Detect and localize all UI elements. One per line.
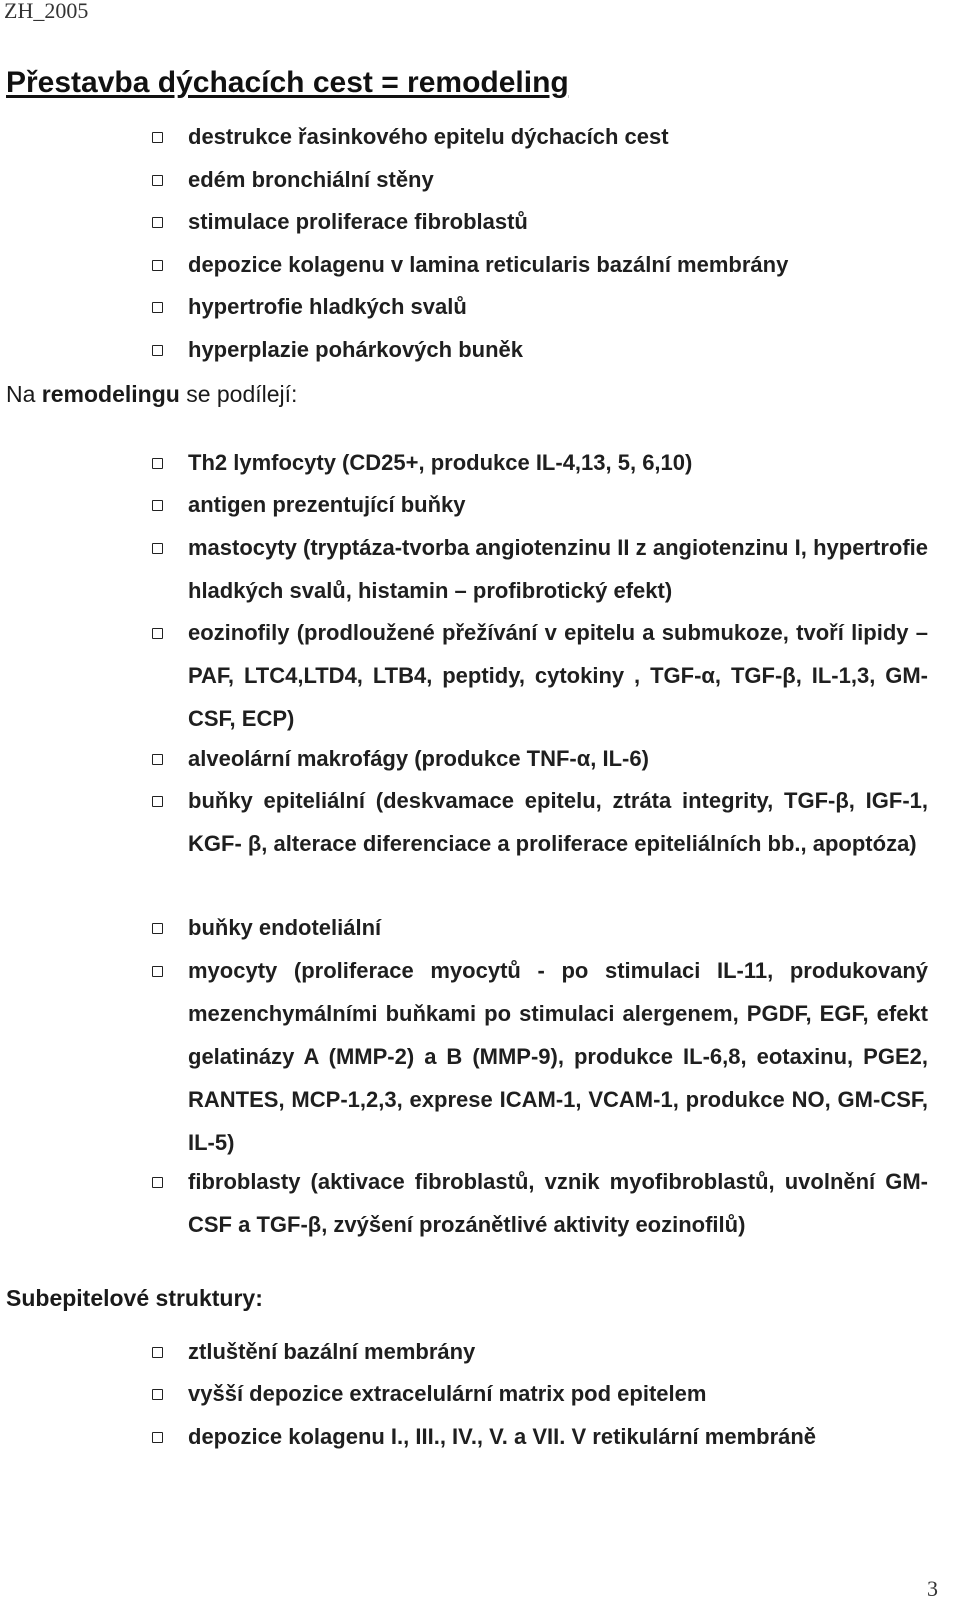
checkbox-bullet-icon xyxy=(152,754,163,765)
list-item: Th2 lymfocyty (CD25+, produkce IL-4,13, 5, 6,10) xyxy=(152,441,928,484)
checkbox-bullet-icon xyxy=(152,1389,163,1400)
list-item: depozice kolagenu I., III., IV., V. a VII. V retikulární membráně xyxy=(152,1415,928,1458)
checkbox-bullet-icon xyxy=(152,175,163,186)
list-item: antigen prezentující buňky xyxy=(152,483,928,526)
checkbox-bullet-icon xyxy=(152,628,163,639)
list-item: stimulace proliferace fibroblastů xyxy=(152,200,928,243)
checkbox-bullet-icon xyxy=(152,923,163,934)
page-title: Přestavba dýchacích cest = remodeling xyxy=(6,66,569,99)
list-item: ztluštění bazální membrány xyxy=(152,1330,928,1373)
checkbox-bullet-icon xyxy=(152,1347,163,1358)
checkbox-bullet-icon xyxy=(152,217,163,228)
list-item: myocyty (proliferace myocytů - po stimulaci IL-11, produkovaný mezenchymálními buňkami po stimulaci alergenem, PGDF, EGF, efekt gelatinázy A (MMP-2) a B (MMP-9), produkce IL-6,8, eotaxinu, PGE2, RANTES, MCP-1,2,3, exprese ICAM-1, VCAM-1, produkce NO, GM-CSF, IL-5) xyxy=(152,949,928,1164)
checkbox-bullet-icon xyxy=(152,543,163,554)
checkbox-bullet-icon xyxy=(152,966,163,977)
checkbox-bullet-icon xyxy=(152,345,163,356)
list-item: alveolární makrofágy (produkce TNF-α, IL-6) xyxy=(152,737,928,780)
section-lead-subepithelial: Subepitelové struktury: xyxy=(6,1285,263,1311)
list-item: buňky endoteliální xyxy=(152,906,928,949)
list-item: eozinofily (prodloužené přežívání v epitelu a submukoze, tvoří lipidy –PAF, LTC4,LTD4, LTB4, peptidy, cytokiny , TGF-α, TGF-β, IL-1,3, GM-CSF, ECP) xyxy=(152,611,928,740)
page-header: ZH_2005 xyxy=(4,0,89,23)
checkbox-bullet-icon xyxy=(152,500,163,511)
list-item: hypertrofie hladkých svalů xyxy=(152,285,928,328)
list-item: depozice kolagenu v lamina reticularis bazální membrány xyxy=(152,243,928,286)
checkbox-bullet-icon xyxy=(152,302,163,313)
list-item: vyšší depozice extracelulární matrix pod epitelem xyxy=(152,1372,928,1415)
list-item: destrukce řasinkového epitelu dýchacích cest xyxy=(152,115,928,158)
list-item: edém bronchiální stěny xyxy=(152,158,928,201)
checkbox-bullet-icon xyxy=(152,796,163,807)
page-number: 3 xyxy=(927,1576,938,1601)
list-item: fibroblasty (aktivace fibroblastů, vznik myofibroblastů, uvolnění GM-CSF a TGF-β, zvýšení prozánětlivé aktivity eozinofilů) xyxy=(152,1160,928,1246)
checkbox-bullet-icon xyxy=(152,132,163,143)
section-lead-contributors: Na remodelingu se podílejí: xyxy=(6,381,298,407)
checkbox-bullet-icon xyxy=(152,458,163,469)
list-item: hyperplazie pohárkových buněk xyxy=(152,328,928,371)
checkbox-bullet-icon xyxy=(152,1177,163,1188)
checkbox-bullet-icon xyxy=(152,1432,163,1443)
list-item: mastocyty (tryptáza-tvorba angiotenzinu II z angiotenzinu I, hypertrofie hladkých svalů, histamin – profibrotický efekt) xyxy=(152,526,928,612)
list-item: buňky epiteliální (deskvamace epitelu, ztráta integrity, TGF-β, IGF-1, KGF- β, alterace diferenciace a proliferace epiteliálních bb., apoptóza) xyxy=(152,779,928,865)
checkbox-bullet-icon xyxy=(152,260,163,271)
